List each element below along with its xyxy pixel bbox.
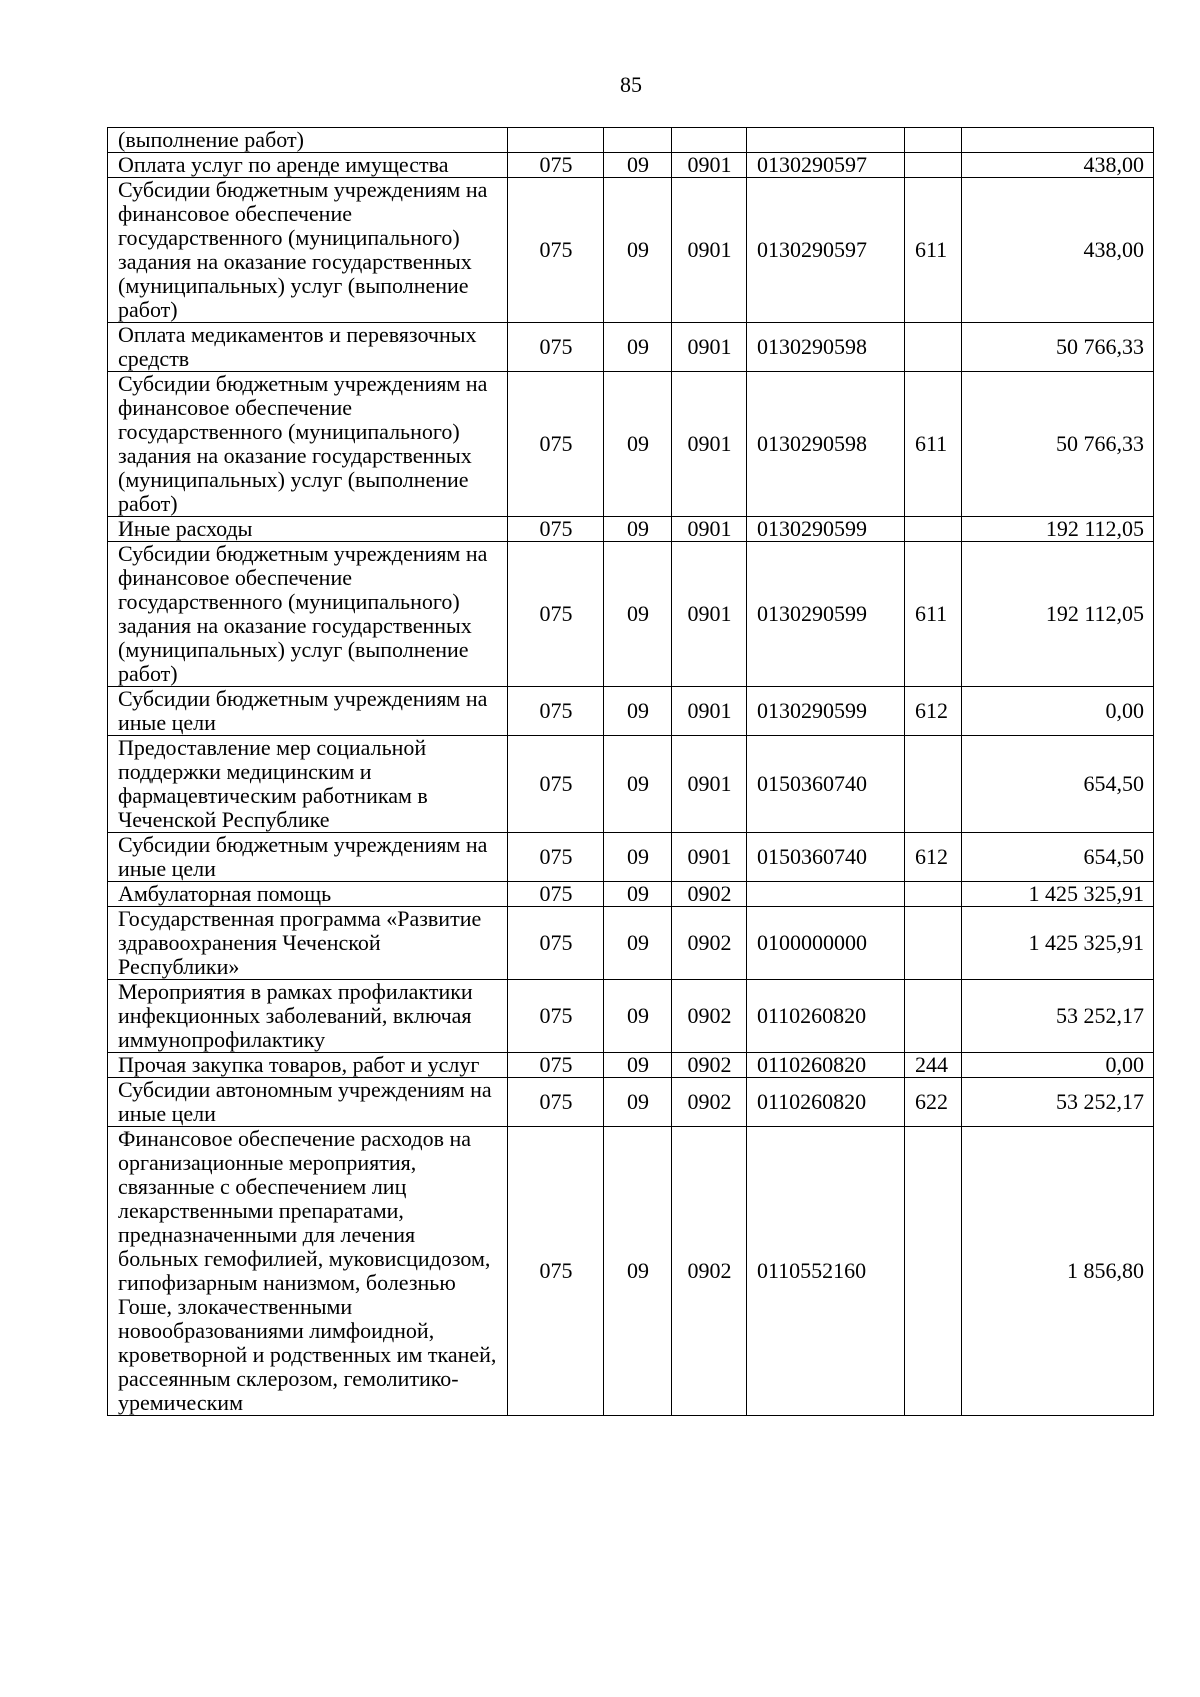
amount-cell: 654,50 [962, 736, 1154, 833]
amount-cell: 654,50 [962, 833, 1154, 882]
table-row [108, 128, 1154, 153]
amount-cell: 0,00 [962, 687, 1154, 736]
ved-code-cell: 075 [508, 1127, 604, 1416]
row-name-cell: Субсидии бюджетным учреждениям на иные цели [108, 833, 508, 882]
expense-type-cell: 244 [905, 1053, 962, 1078]
expense-type-cell [905, 517, 962, 542]
section-code-cell: 09 [604, 1127, 672, 1416]
table-row [108, 542, 1154, 687]
subsection-code-cell: 0902 [672, 1078, 747, 1127]
subsection-code-cell: 0902 [672, 1053, 747, 1078]
section-code-cell: 09 [604, 980, 672, 1053]
section-code-cell: 09 [604, 542, 672, 687]
row-name-cell: Предоставление мер социальной поддержки медицинским и фармацевтическим работникам в Чеченской Республике [108, 736, 508, 833]
amount-cell: 438,00 [962, 178, 1154, 323]
ved-code-cell: 075 [508, 517, 604, 542]
amount-cell [962, 128, 1154, 153]
section-code-cell: 09 [604, 736, 672, 833]
expense-type-cell [905, 882, 962, 907]
row-name-cell: Субсидии бюджетным учреждениям на финансовое обеспечение государственного (муниципального) задания на оказание государственных (муниципальных) услуг (выполнение работ) [108, 178, 508, 323]
row-name-cell: Финансовое обеспечение расходов на организационные мероприятия, связанные с обеспечением лиц лекарственными препаратами, предназначенными для лечения больных гемофилией, муковисцидозом, гипофизарным нанизмом, болезнью Гоше, злокачественными новообразованиями лимфоидной, кроветворной и родственных им тканей, рассеянным склерозом, гемолитико-уремическим [108, 1127, 508, 1416]
ved-code-cell: 075 [508, 178, 604, 323]
ved-code-cell: 075 [508, 1053, 604, 1078]
section-code-cell: 09 [604, 323, 672, 372]
row-name-cell: Амбулаторная помощь [108, 882, 508, 907]
section-code-cell: 09 [604, 687, 672, 736]
page-number: 85 [620, 72, 642, 97]
amount-cell: 53 252,17 [962, 980, 1154, 1053]
amount-cell: 192 112,05 [962, 517, 1154, 542]
ved-code-cell: 075 [508, 153, 604, 178]
row-name-cell: Иные расходы [108, 517, 508, 542]
section-code-cell: 09 [604, 907, 672, 980]
expense-type-cell: 612 [905, 687, 962, 736]
target-article-cell: 0150360740 [747, 833, 905, 882]
section-code-cell: 09 [604, 153, 672, 178]
section-code-cell: 09 [604, 178, 672, 323]
table-row [108, 980, 1154, 1053]
expense-type-cell: 612 [905, 833, 962, 882]
ved-code-cell: 075 [508, 1078, 604, 1127]
section-code-cell: 09 [604, 372, 672, 517]
subsection-code-cell: 0901 [672, 542, 747, 687]
amount-cell: 438,00 [962, 153, 1154, 178]
ved-code-cell: 075 [508, 542, 604, 687]
table-row [108, 178, 1154, 323]
expense-type-cell: 622 [905, 1078, 962, 1127]
row-name-cell: Субсидии автономным учреждениям на иные цели [108, 1078, 508, 1127]
ved-code-cell [508, 128, 604, 153]
table-row [108, 736, 1154, 833]
ved-code-cell: 075 [508, 736, 604, 833]
budget-table [107, 127, 1154, 1416]
target-article-cell: 0110260820 [747, 980, 905, 1053]
ved-code-cell: 075 [508, 833, 604, 882]
amount-cell: 1 425 325,91 [962, 882, 1154, 907]
row-name-cell: Прочая закупка товаров, работ и услуг [108, 1053, 508, 1078]
expense-type-cell: 611 [905, 372, 962, 517]
section-code-cell: 09 [604, 882, 672, 907]
subsection-code-cell: 0902 [672, 1127, 747, 1416]
section-code-cell: 09 [604, 1078, 672, 1127]
amount-cell: 0,00 [962, 1053, 1154, 1078]
expense-type-cell [905, 980, 962, 1053]
table-row [108, 1127, 1154, 1416]
table-row [108, 153, 1154, 178]
ved-code-cell: 075 [508, 980, 604, 1053]
table-row [108, 833, 1154, 882]
table-row [108, 517, 1154, 542]
target-article-cell: 0110552160 [747, 1127, 905, 1416]
target-article-cell: 0130290599 [747, 687, 905, 736]
amount-cell: 192 112,05 [962, 542, 1154, 687]
expense-type-cell [905, 323, 962, 372]
ved-code-cell: 075 [508, 372, 604, 517]
target-article-cell: 0130290599 [747, 542, 905, 687]
table-row [108, 882, 1154, 907]
target-article-cell: 0130290597 [747, 153, 905, 178]
target-article-cell: 0130290599 [747, 517, 905, 542]
expense-type-cell: 611 [905, 542, 962, 687]
row-name-cell: Субсидии бюджетным учреждениям на финансовое обеспечение государственного (муниципального) задания на оказание государственных (муниципальных) услуг (выполнение работ) [108, 372, 508, 517]
section-code-cell [604, 128, 672, 153]
target-article-cell: 0110260820 [747, 1078, 905, 1127]
expense-type-cell [905, 153, 962, 178]
subsection-code-cell: 0901 [672, 736, 747, 833]
table-row [108, 1078, 1154, 1127]
subsection-code-cell [672, 128, 747, 153]
ved-code-cell: 075 [508, 323, 604, 372]
target-article-cell: 0150360740 [747, 736, 905, 833]
subsection-code-cell: 0901 [672, 153, 747, 178]
amount-cell: 1 425 325,91 [962, 907, 1154, 980]
row-name-cell: Оплата медикаментов и перевязочных средств [108, 323, 508, 372]
table-row [108, 372, 1154, 517]
expense-type-cell [905, 1127, 962, 1416]
ved-code-cell: 075 [508, 907, 604, 980]
amount-cell: 1 856,80 [962, 1127, 1154, 1416]
subsection-code-cell: 0901 [672, 372, 747, 517]
section-code-cell: 09 [604, 1053, 672, 1078]
table-row [108, 687, 1154, 736]
ved-code-cell: 075 [508, 882, 604, 907]
row-name-cell: Субсидии бюджетным учреждениям на финансовое обеспечение государственного (муниципального) задания на оказание государственных (муниципальных) услуг (выполнение работ) [108, 542, 508, 687]
expense-type-cell: 611 [905, 178, 962, 323]
target-article-cell [747, 128, 905, 153]
target-article-cell: 0130290598 [747, 323, 905, 372]
expense-type-cell [905, 128, 962, 153]
section-code-cell: 09 [604, 517, 672, 542]
amount-cell: 53 252,17 [962, 1078, 1154, 1127]
subsection-code-cell: 0901 [672, 687, 747, 736]
subsection-code-cell: 0901 [672, 178, 747, 323]
subsection-code-cell: 0902 [672, 882, 747, 907]
row-name-cell: Оплата услуг по аренде имущества [108, 153, 508, 178]
budget-table-body [108, 128, 1154, 1416]
subsection-code-cell: 0902 [672, 980, 747, 1053]
target-article-cell: 0130290597 [747, 178, 905, 323]
subsection-code-cell: 0901 [672, 323, 747, 372]
row-name-cell: (выполнение работ) [108, 128, 508, 153]
target-article-cell [747, 882, 905, 907]
amount-cell: 50 766,33 [962, 372, 1154, 517]
subsection-code-cell: 0901 [672, 517, 747, 542]
subsection-code-cell: 0901 [672, 833, 747, 882]
subsection-code-cell: 0902 [672, 907, 747, 980]
row-name-cell: Государственная программа «Развитие здравоохранения Чеченской Республики» [108, 907, 508, 980]
table-row [108, 907, 1154, 980]
expense-type-cell [905, 736, 962, 833]
table-row [108, 1053, 1154, 1078]
expense-type-cell [905, 907, 962, 980]
table-row [108, 323, 1154, 372]
target-article-cell: 0110260820 [747, 1053, 905, 1078]
ved-code-cell: 075 [508, 687, 604, 736]
row-name-cell: Мероприятия в рамках профилактики инфекционных заболеваний, включая иммунопрофилактику [108, 980, 508, 1053]
target-article-cell: 0100000000 [747, 907, 905, 980]
section-code-cell: 09 [604, 833, 672, 882]
row-name-cell: Субсидии бюджетным учреждениям на иные цели [108, 687, 508, 736]
amount-cell: 50 766,33 [962, 323, 1154, 372]
target-article-cell: 0130290598 [747, 372, 905, 517]
